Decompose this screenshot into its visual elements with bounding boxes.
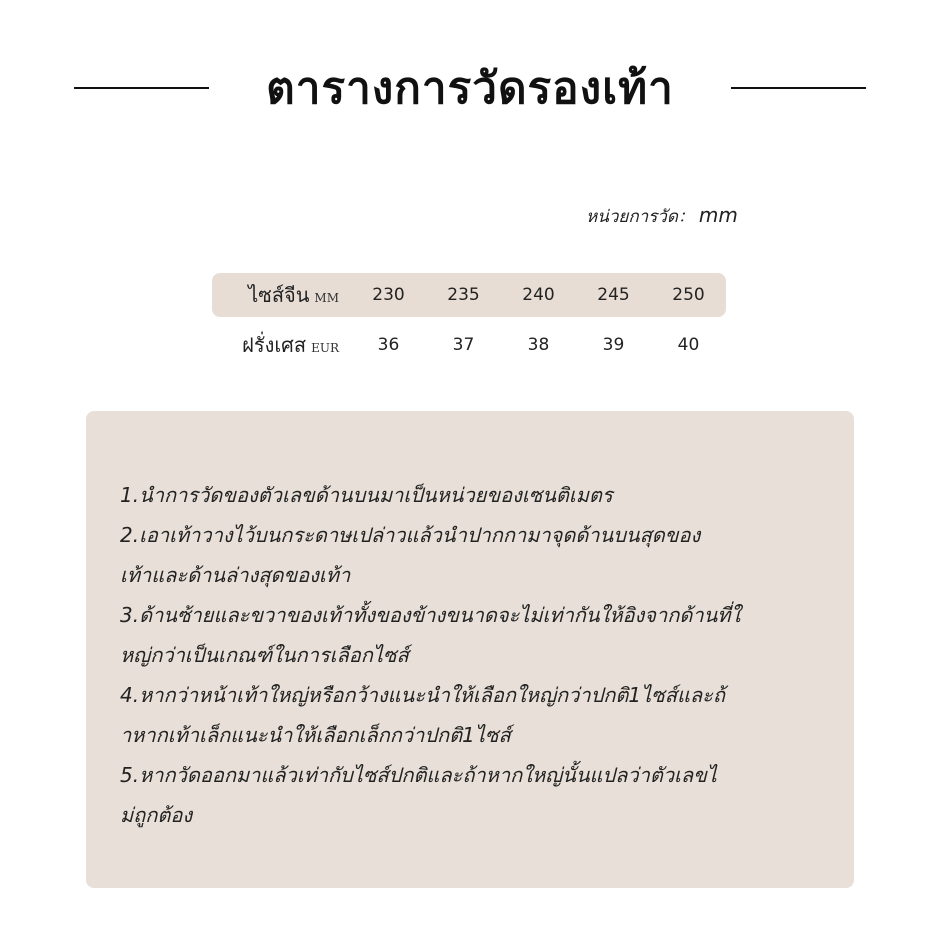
- note-line: 2.เอาเท้าวางไว้บนกระดาษเปล่าวแล้วนำปากกามาจุดด้านบนสุดของ: [120, 523, 701, 547]
- size-cell: 36: [377, 335, 400, 355]
- unit-label: [586, 202, 738, 230]
- unit-value: mm: [698, 203, 738, 227]
- notes-box: [86, 411, 854, 888]
- note-line: เท้าและด้านล่างสุดของเท้า: [120, 563, 351, 587]
- row-label: [212, 329, 351, 361]
- size-cell: 38: [527, 335, 550, 355]
- size-row-eur: [212, 323, 726, 367]
- page-title: ตารางการวัดรองเท้า: [266, 63, 674, 114]
- size-table: [212, 273, 726, 367]
- title-right-rule: [731, 87, 866, 89]
- size-cell: 245: [597, 285, 630, 305]
- size-cell: 230: [372, 285, 405, 305]
- row-label: [212, 279, 351, 311]
- title-row: [74, 58, 866, 118]
- row-label-text: ฝรั่งเศส: [242, 333, 307, 357]
- size-cell: 240: [522, 285, 555, 305]
- note-line: 5.หากวัดออกมาแล้วเท่ากับไซส์ปกติและถ้าหากใหญ่นั้นแปลว่าตัวเลขไ: [120, 763, 717, 787]
- note-line: หญ่กว่าเป็นเกณฑ์ในการเลือกไซส์: [120, 643, 409, 667]
- row-label-text: ไซส์จีน: [248, 283, 310, 307]
- unit-label-text: หน่วยการวัด：: [586, 207, 695, 227]
- size-cell: 250: [672, 285, 705, 305]
- row-label-unit: MM: [314, 291, 339, 305]
- title-left-rule: [74, 87, 209, 89]
- note-line: ม่ถูกต้อง: [120, 803, 193, 827]
- note-line: าหากเท้าเล็กแนะนำให้เลือกเล็กกว่าปกติ1ไซส์: [120, 723, 511, 747]
- note-line: 1.นำการวัดของตัวเลขด้านบนมาเป็นหน่วยของเซนติเมตร: [120, 483, 613, 507]
- size-row-china: [212, 273, 726, 317]
- note-line: 3.ด้านซ้ายและขวาของเท้าทั้งของข้างขนาดจะไม่เท่ากันให้อิงจากด้านที่ใ: [120, 603, 741, 627]
- size-cell: 235: [447, 285, 480, 305]
- size-cell: 40: [677, 335, 700, 355]
- row-label-unit: EUR: [311, 341, 339, 355]
- size-cell: 37: [452, 335, 475, 355]
- size-cell: 39: [602, 335, 625, 355]
- note-line: 4.หากว่าหน้าเท้าใหญ่หรือกว้างแนะนำให้เลือกใหญ่กว่าปกติ1ไซส์และถ้: [120, 683, 725, 707]
